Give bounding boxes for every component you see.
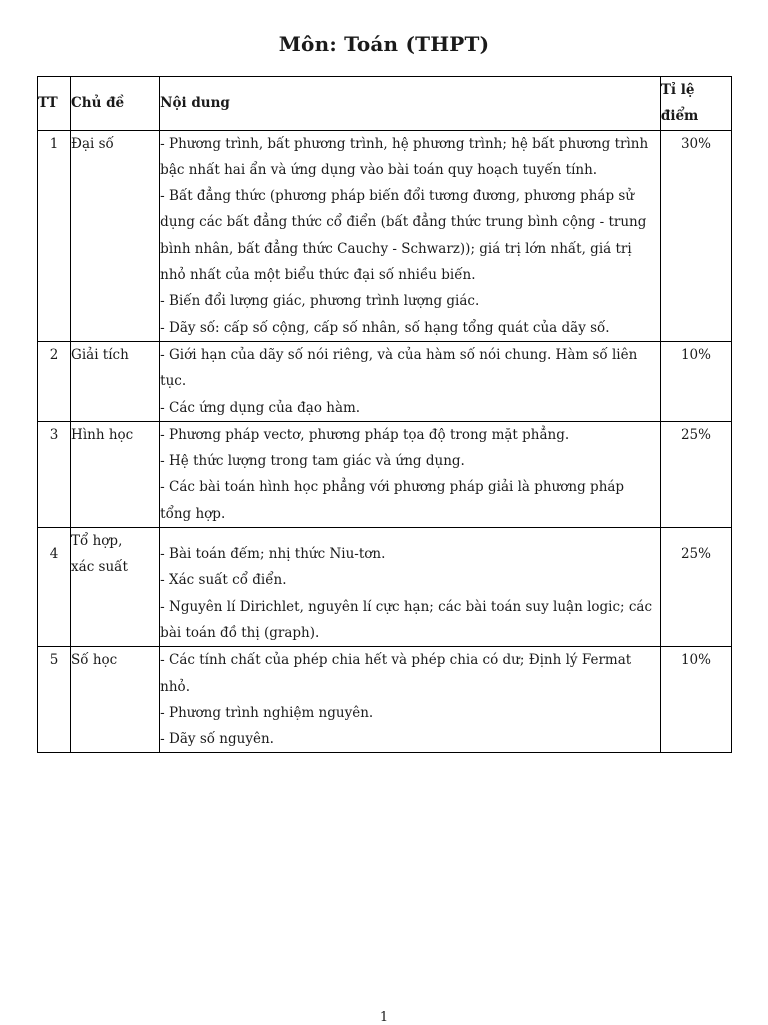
row-number: 3: [38, 421, 71, 527]
header-topic: Chủ đề: [71, 77, 160, 131]
header-content: Nội dung: [160, 77, 661, 131]
content-line: - Dãy số: cấp số cộng, cấp số nhân, số hạng tổng quát của dãy số.: [160, 319, 610, 336]
header-ratio-line1: Tỉ lệ: [660, 82, 695, 98]
topic-line: xác suất: [71, 559, 128, 576]
content-line: - Biến đổi lượng giác, phương trình lượng giác.: [160, 293, 480, 310]
content-line: nhỏ nhất của một biểu thức đại số nhiều biến.: [160, 267, 476, 284]
row-ratio: 25%: [660, 421, 731, 527]
topic-line: Đại số: [71, 135, 114, 152]
content-line: - Bất đẳng thức (phương pháp biến đổi tương đương, phương pháp sử: [160, 188, 635, 205]
content-line: - Các tính chất của phép chia hết và phép chia có dư; Định lý Fermat: [160, 652, 632, 669]
content-line: nhỏ.: [160, 678, 190, 695]
table-header-row: [38, 77, 732, 131]
table-row: [38, 341, 732, 421]
table-row: [38, 528, 732, 647]
row-number: 4: [38, 528, 71, 647]
row-topic: [71, 528, 160, 647]
content-line: dụng các bất đẳng thức cổ điển (bất đẳng thức trung bình cộng - trung: [160, 214, 647, 231]
content-line: - Phương pháp vectơ, phương pháp tọa độ trong mặt phẳng.: [160, 426, 570, 443]
row-ratio: 25%: [660, 528, 731, 647]
content-line: - Xác suất cổ điển.: [160, 572, 287, 589]
content-line: - Giới hạn của dãy số nói riêng, và của hàm số nói chung. Hàm số liên: [160, 346, 638, 363]
header-ratio-line2: điểm: [660, 108, 699, 125]
header-tt: TT: [38, 77, 71, 131]
row-topic: [71, 421, 160, 527]
topic-line: Giải tích: [71, 346, 129, 363]
row-number: 5: [38, 647, 71, 753]
row-number: 1: [38, 130, 71, 341]
row-topic: [71, 130, 160, 341]
row-content: [160, 341, 661, 421]
topic-line: Hình học: [71, 426, 134, 443]
topic-line: Tổ hợp,: [71, 533, 123, 550]
table-row: [38, 421, 732, 527]
content-line: bình nhân, bất đẳng thức Cauchy - Schwarz)); giá trị lớn nhất, giá trị: [160, 240, 632, 257]
content-line: - Phương trình, bất phương trình, hệ phương trình; hệ bất phương trình: [160, 135, 649, 152]
content-line: - Các bài toán hình học phẳng với phương pháp giải là phương pháp: [160, 479, 625, 496]
row-content: [160, 647, 661, 753]
table-row: [38, 130, 732, 341]
header-ratio: [660, 77, 731, 131]
row-content: [160, 528, 661, 647]
row-topic: [71, 647, 160, 753]
row-number: 2: [38, 341, 71, 421]
content-line: - Hệ thức lượng trong tam giác và ứng dụng.: [160, 453, 465, 470]
content-line: - Phương trình nghiệm nguyên.: [160, 704, 374, 721]
table-row: [38, 647, 732, 753]
row-content: [160, 421, 661, 527]
content-line: - Bài toán đếm; nhị thức Niu-tơn.: [160, 546, 386, 563]
content-line: - Nguyên lí Dirichlet, nguyên lí cực hạn; các bài toán suy luận logic; các: [160, 598, 653, 615]
row-topic: [71, 341, 160, 421]
syllabus-table: [37, 76, 732, 753]
topic-line: Số học: [71, 652, 118, 669]
row-ratio: 30%: [660, 130, 731, 341]
content-line: - Các ứng dụng của đạo hàm.: [160, 399, 361, 416]
content-line: - Dãy số nguyên.: [160, 731, 274, 748]
content-line: tục.: [160, 373, 187, 390]
content-line: bậc nhất hai ẩn và ứng dụng vào bài toán quy hoạch tuyến tính.: [160, 161, 598, 178]
page-title: Môn: Toán (THPT): [278, 32, 490, 56]
row-ratio: 10%: [660, 647, 731, 753]
row-content: [160, 130, 661, 341]
page-number: 1: [379, 1010, 389, 1025]
content-line: tổng hợp.: [160, 505, 226, 522]
content-line: bài toán đồ thị (graph).: [160, 624, 320, 641]
row-ratio: 10%: [660, 341, 731, 421]
